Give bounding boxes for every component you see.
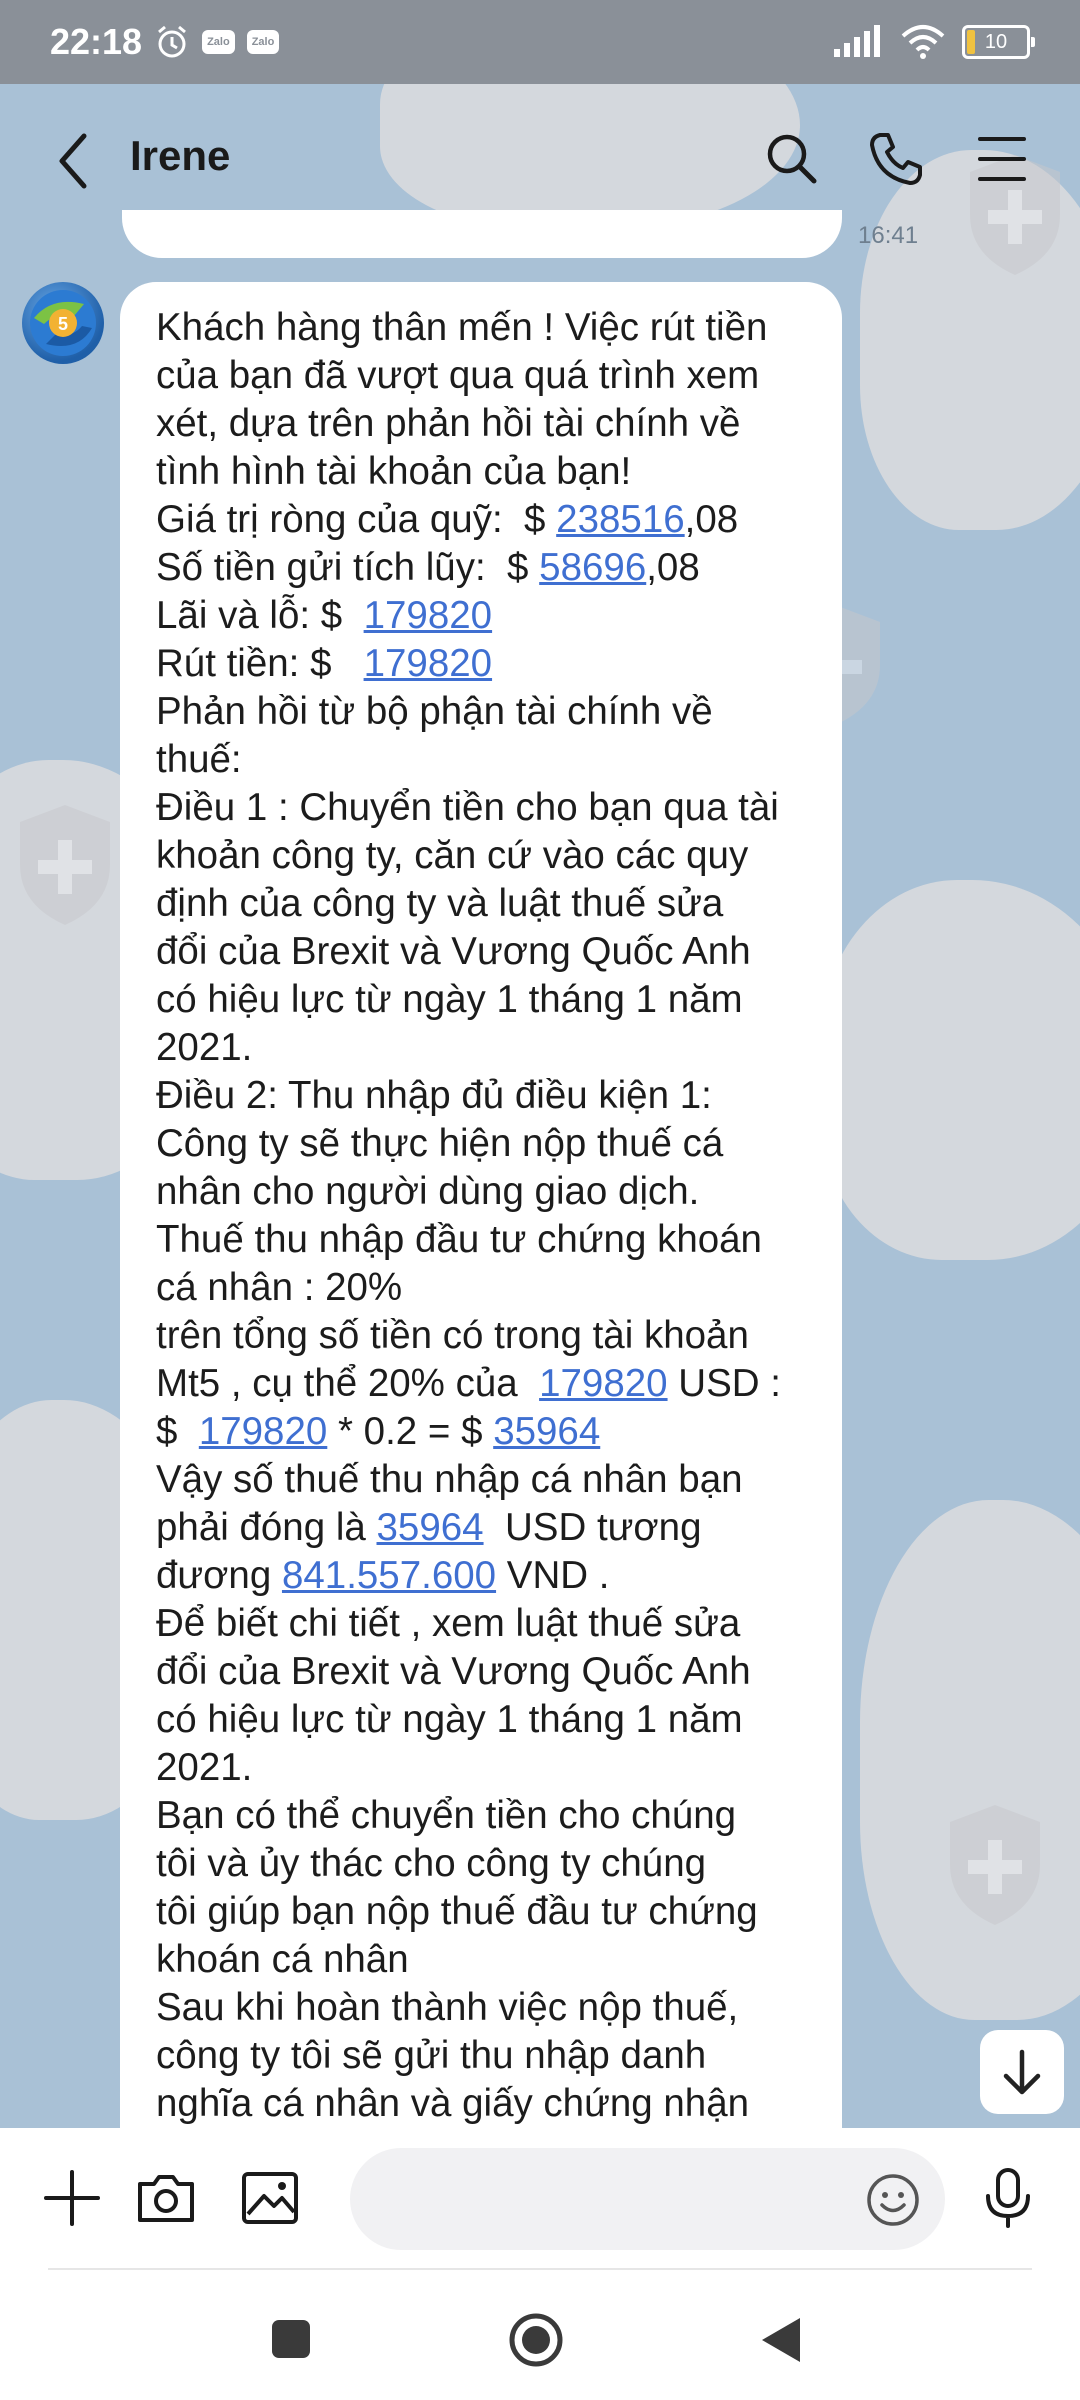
status-bar <box>0 0 1080 84</box>
phone-number-link[interactable]: 179820 <box>539 1362 668 1405</box>
message-text: ,08 <box>684 498 739 541</box>
message-line <box>156 1168 806 1216</box>
previous-message-time: 16:41 <box>858 222 919 249</box>
contact-name[interactable]: Irene <box>130 132 231 179</box>
message-line <box>156 1936 806 1984</box>
battery-icon <box>962 25 1030 59</box>
phone-number-link[interactable]: 179820 <box>363 594 493 637</box>
message-line <box>156 1552 806 1600</box>
message-text: USD tương <box>483 1506 702 1549</box>
message-bubble[interactable] <box>120 282 842 2142</box>
message-text: Khách hàng thân mến ! Việc rút tiền <box>156 306 768 349</box>
message-text: đổi của Brexit và Vương Quốc Anh <box>156 1650 751 1693</box>
microphone-icon[interactable] <box>976 2166 1040 2230</box>
message-text: khoản công ty, căn cứ vào các quy <box>156 834 749 877</box>
status-left <box>50 21 279 63</box>
message-line <box>156 880 806 928</box>
message-text: Mt5 , cụ thể 20% của <box>156 1362 540 1405</box>
wifi-icon <box>900 24 946 60</box>
message-line <box>156 976 806 1024</box>
recent-apps-icon[interactable] <box>268 2316 314 2362</box>
message-line <box>156 544 806 592</box>
message-line <box>156 1744 806 1792</box>
message-line <box>156 1264 806 1312</box>
phone-number-link[interactable]: 841.557.600 <box>281 1554 497 1597</box>
message-line <box>156 1648 806 1696</box>
message-line <box>156 496 806 544</box>
message-text: xét, dựa trên phản hồi tài chính về <box>156 402 741 445</box>
message-line <box>156 1360 806 1408</box>
message-text: thuế: <box>156 738 242 781</box>
search-icon[interactable] <box>762 129 822 189</box>
message-line <box>156 1216 806 1264</box>
message-line <box>156 784 806 832</box>
emoji-icon[interactable] <box>865 2172 921 2228</box>
phone-number-link[interactable]: 179820 <box>363 642 493 685</box>
message-text: Điều 2: Thu nhập đủ điều kiện 1: <box>156 1074 712 1117</box>
message-text: Thuế thu nhập đầu tư chứng khoán <box>156 1218 762 1261</box>
back-button[interactable] <box>48 126 98 196</box>
message-line <box>156 592 806 640</box>
message-line <box>156 1792 806 1840</box>
gallery-icon[interactable] <box>238 2166 302 2230</box>
message-text: công ty tôi sẽ gửi thu nhập danh <box>156 2034 707 2077</box>
message-text: VND . <box>496 1554 610 1597</box>
signal-icon <box>832 25 884 59</box>
background-shape <box>860 1500 1080 2020</box>
arrow-down-icon <box>980 2030 1064 2114</box>
message-line <box>156 736 806 784</box>
phone-number-link[interactable]: 35964 <box>376 1506 484 1549</box>
message-text: Bạn có thể chuyển tiền cho chúng <box>156 1794 737 1837</box>
message-line <box>156 1840 806 1888</box>
message-line <box>156 1456 806 1504</box>
message-text: 2021. <box>156 1026 253 1069</box>
add-icon[interactable] <box>40 2166 104 2230</box>
shield-watermark-icon <box>940 1800 1050 1930</box>
svg-text:5: 5 <box>57 314 69 334</box>
scroll-to-bottom-button[interactable] <box>980 2030 1064 2114</box>
message-text: trên tổng số tiền có trong tài khoản <box>156 1314 749 1357</box>
message-text: Để biết chi tiết , xem luật thuế sửa <box>156 1602 741 1645</box>
message-line <box>156 1408 806 1456</box>
message-text: Giá trị ròng của quỹ: $ <box>156 498 557 541</box>
message-line <box>156 448 806 496</box>
phone-number-link[interactable]: 238516 <box>556 498 685 541</box>
message-line <box>156 1984 806 2032</box>
alarm-icon <box>154 24 190 60</box>
message-line <box>156 1312 806 1360</box>
phone-call-icon[interactable] <box>866 129 926 189</box>
zalo-notification-icon: Zalo <box>202 30 235 54</box>
message-line <box>156 352 806 400</box>
message-line <box>156 928 806 976</box>
message-text: Lãi và lỗ: $ <box>156 594 364 637</box>
camera-icon[interactable] <box>134 2166 198 2230</box>
message-line <box>156 1072 806 1120</box>
background-shape <box>820 880 1080 1260</box>
message-text: có hiệu lực từ ngày 1 tháng 1 năm <box>156 978 743 1021</box>
message-line <box>156 1696 806 1744</box>
message-text: tôi giúp bạn nộp thuế đầu tư chứng <box>156 1890 758 1933</box>
message-text: khoán cá nhân <box>156 1938 409 1981</box>
chat-header <box>0 84 1080 234</box>
message-line <box>156 832 806 880</box>
message-line <box>156 640 806 688</box>
message-line <box>156 304 806 352</box>
message-text: tôi và ủy thác cho công ty chúng <box>156 1842 707 1885</box>
message-text: định của công ty và luật thuế sửa <box>156 882 724 925</box>
message-input[interactable] <box>380 2174 834 2226</box>
message-input-bar <box>0 2128 1080 2270</box>
message-text: nhân cho người dùng giao dịch. <box>156 1170 700 1213</box>
message-text: Công ty sẽ thực hiện nộp thuế cá <box>156 1122 724 1165</box>
message-text: Phản hồi từ bộ phận tài chính về <box>156 690 713 733</box>
message-line <box>156 2032 806 2080</box>
divider <box>48 2268 1032 2270</box>
message-text: * 0.2 = $ <box>327 1410 494 1453</box>
message-line <box>156 1024 806 1072</box>
system-nav-bar <box>0 2270 1080 2400</box>
phone-number-link[interactable]: 58696 <box>539 546 647 589</box>
message-text: Rút tiền: $ <box>156 642 364 685</box>
back-nav-icon[interactable] <box>756 2314 804 2366</box>
message-text: tình hình tài khoản của bạn! <box>156 450 632 493</box>
message-line <box>156 688 806 736</box>
message-text: có hiệu lực từ ngày 1 tháng 1 năm <box>156 1698 743 1741</box>
message-text: của bạn đã vượt qua quá trình xem <box>156 354 760 397</box>
message-text: nghĩa cá nhân và giấy chứng nhận <box>156 2082 750 2125</box>
home-icon[interactable] <box>506 2310 566 2370</box>
status-right <box>832 24 1030 60</box>
status-time: 22:18 <box>50 21 143 62</box>
battery-level: 10 <box>984 31 1008 53</box>
message-text: ,08 <box>646 546 700 589</box>
menu-icon[interactable] <box>972 129 1032 189</box>
message-text: Sau khi hoàn thành việc nộp thuế, <box>156 1986 739 2029</box>
sender-avatar[interactable] <box>22 282 104 364</box>
message-text: cá nhân : 20% <box>156 1266 403 1309</box>
message-line <box>156 2080 806 2128</box>
zalo-notification-icon: Zalo <box>247 30 280 54</box>
message-line <box>156 1888 806 1936</box>
message-line <box>156 1120 806 1168</box>
message-text: phải đóng là <box>156 1506 377 1549</box>
message-input-container <box>350 2148 945 2250</box>
message-text: USD : <box>667 1362 781 1405</box>
message-text: Vậy số thuế thu nhập cá nhân bạn <box>156 1458 743 1501</box>
shield-watermark-icon <box>10 800 120 930</box>
metatrader-logo-icon <box>22 282 104 364</box>
message-text: Số tiền gửi tích lũy: $ <box>156 546 540 589</box>
message-line <box>156 400 806 448</box>
message-text: $ <box>156 1410 199 1453</box>
message-line <box>156 1504 806 1552</box>
message-text: đổi của Brexit và Vương Quốc Anh <box>156 930 751 973</box>
message-text: Điều 1 : Chuyển tiền cho bạn qua tài <box>156 786 779 829</box>
phone-number-link[interactable]: 179820 <box>198 1410 328 1453</box>
message-line <box>156 1600 806 1648</box>
phone-number-link[interactable]: 35964 <box>493 1410 601 1453</box>
message-text: đương <box>156 1554 282 1597</box>
message-text: 2021. <box>156 1746 253 1789</box>
